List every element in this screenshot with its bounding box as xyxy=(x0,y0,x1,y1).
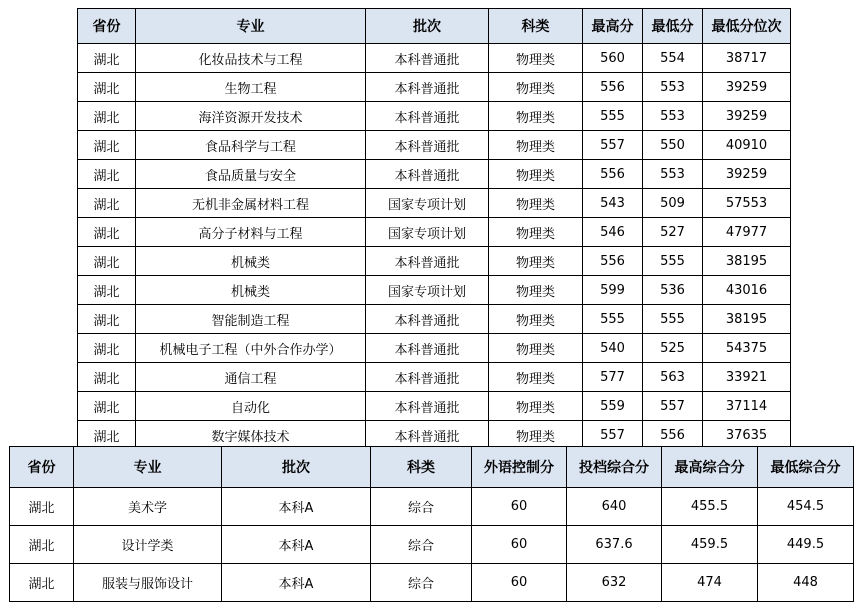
table-cell: 湖北 xyxy=(10,526,74,564)
table-cell: 本科普通批 xyxy=(366,247,489,276)
table-cell: 553 xyxy=(643,160,703,189)
table-cell: 湖北 xyxy=(10,564,74,602)
table-cell: 物理类 xyxy=(489,334,583,363)
column-header: 最高分 xyxy=(583,9,643,44)
table-cell: 555 xyxy=(583,102,643,131)
table-cell: 本科A xyxy=(222,488,371,526)
table-cell: 物理类 xyxy=(489,276,583,305)
table-cell: 553 xyxy=(643,102,703,131)
table-cell: 本科普通批 xyxy=(366,305,489,334)
table-cell: 本科普通批 xyxy=(366,392,489,421)
table-cell: 本科普通批 xyxy=(366,102,489,131)
table-cell: 数字媒体技术 xyxy=(136,421,366,450)
table-cell: 555 xyxy=(643,247,703,276)
table-cell: 60 xyxy=(472,488,567,526)
table-cell: 543 xyxy=(583,189,643,218)
table-cell: 47977 xyxy=(703,218,791,247)
table-cell: 服装与服饰设计 xyxy=(74,564,222,602)
table-row xyxy=(78,160,791,189)
table-cell: 454.5 xyxy=(758,488,854,526)
table-cell: 机械类 xyxy=(136,247,366,276)
table-cell: 湖北 xyxy=(78,363,136,392)
table-cell: 553 xyxy=(643,73,703,102)
table-cell: 509 xyxy=(643,189,703,218)
table-cell: 海洋资源开发技术 xyxy=(136,102,366,131)
table-cell: 60 xyxy=(472,564,567,602)
table-cell: 557 xyxy=(643,392,703,421)
table-cell: 物理类 xyxy=(489,247,583,276)
table-cell: 本科普通批 xyxy=(366,131,489,160)
table-cell: 高分子材料与工程 xyxy=(136,218,366,247)
table-cell: 546 xyxy=(583,218,643,247)
column-header: 专业 xyxy=(136,9,366,44)
table-cell: 540 xyxy=(583,334,643,363)
table-cell: 38717 xyxy=(703,44,791,73)
table-cell: 综合 xyxy=(371,488,472,526)
table-cell: 57553 xyxy=(703,189,791,218)
table-row xyxy=(78,218,791,247)
table-row xyxy=(78,334,791,363)
table-cell: 557 xyxy=(583,421,643,450)
table-cell: 本科A xyxy=(222,526,371,564)
table-cell: 60 xyxy=(472,526,567,564)
table-cell: 本科A xyxy=(222,564,371,602)
table-row xyxy=(10,526,854,564)
table-cell: 物理类 xyxy=(489,363,583,392)
table-cell: 640 xyxy=(567,488,662,526)
table-cell: 自动化 xyxy=(136,392,366,421)
table-cell: 559 xyxy=(583,392,643,421)
table-cell: 食品科学与工程 xyxy=(136,131,366,160)
table-cell: 本科普通批 xyxy=(366,73,489,102)
table-cell: 设计学类 xyxy=(74,526,222,564)
table-cell: 557 xyxy=(583,131,643,160)
column-header: 投档综合分 xyxy=(567,447,662,488)
table-cell: 555 xyxy=(583,305,643,334)
table-cell: 449.5 xyxy=(758,526,854,564)
table-header-row xyxy=(10,447,854,488)
table-row xyxy=(78,276,791,305)
table-cell: 38195 xyxy=(703,247,791,276)
table-cell: 湖北 xyxy=(78,334,136,363)
table-cell: 459.5 xyxy=(662,526,758,564)
table-cell: 550 xyxy=(643,131,703,160)
table-cell: 食品质量与安全 xyxy=(136,160,366,189)
table-cell: 632 xyxy=(567,564,662,602)
table-cell: 物理类 xyxy=(489,102,583,131)
table-cell: 物理类 xyxy=(489,131,583,160)
column-header: 科类 xyxy=(371,447,472,488)
table-row xyxy=(78,44,791,73)
table-cell: 448 xyxy=(758,564,854,602)
table-cell: 湖北 xyxy=(78,392,136,421)
column-header: 批次 xyxy=(222,447,371,488)
table-cell: 无机非金属材料工程 xyxy=(136,189,366,218)
table-row xyxy=(78,102,791,131)
table-cell: 湖北 xyxy=(78,247,136,276)
table-cell: 本科普通批 xyxy=(366,44,489,73)
column-header: 最低分 xyxy=(643,9,703,44)
table-cell: 智能制造工程 xyxy=(136,305,366,334)
table-cell: 湖北 xyxy=(78,218,136,247)
table-cell: 33921 xyxy=(703,363,791,392)
table-cell: 556 xyxy=(583,73,643,102)
table-cell: 39259 xyxy=(703,102,791,131)
column-header: 专业 xyxy=(74,447,222,488)
table-cell: 39259 xyxy=(703,73,791,102)
table-row xyxy=(78,392,791,421)
table-cell: 556 xyxy=(643,421,703,450)
table-header-row xyxy=(78,9,791,44)
table-cell: 湖北 xyxy=(78,189,136,218)
table-cell: 物理类 xyxy=(489,189,583,218)
table-cell: 生物工程 xyxy=(136,73,366,102)
table-cell: 554 xyxy=(643,44,703,73)
column-header: 省份 xyxy=(78,9,136,44)
table-cell: 化妆品技术与工程 xyxy=(136,44,366,73)
column-header: 外语控制分 xyxy=(472,447,567,488)
table-cell: 54375 xyxy=(703,334,791,363)
table-cell: 39259 xyxy=(703,160,791,189)
column-header: 批次 xyxy=(366,9,489,44)
table-cell: 本科普通批 xyxy=(366,160,489,189)
table-cell: 455.5 xyxy=(662,488,758,526)
table-row xyxy=(78,247,791,276)
table-cell: 湖北 xyxy=(10,488,74,526)
table-cell: 国家专项计划 xyxy=(366,218,489,247)
table-cell: 40910 xyxy=(703,131,791,160)
table-cell: 637.6 xyxy=(567,526,662,564)
table-cell: 机械电子工程（中外合作办学） xyxy=(136,334,366,363)
table-row xyxy=(10,564,854,602)
table-row xyxy=(78,305,791,334)
table-cell: 湖北 xyxy=(78,102,136,131)
table-cell: 物理类 xyxy=(489,44,583,73)
table-cell: 通信工程 xyxy=(136,363,366,392)
table-cell: 湖北 xyxy=(78,73,136,102)
table-cell: 综合 xyxy=(371,526,472,564)
table-cell: 湖北 xyxy=(78,131,136,160)
table-cell: 37114 xyxy=(703,392,791,421)
table-row xyxy=(78,363,791,392)
table-cell: 563 xyxy=(643,363,703,392)
table-cell: 国家专项计划 xyxy=(366,276,489,305)
table-cell: 560 xyxy=(583,44,643,73)
table-cell: 555 xyxy=(643,305,703,334)
table-cell: 美术学 xyxy=(74,488,222,526)
table-cell: 556 xyxy=(583,247,643,276)
table-cell: 物理类 xyxy=(489,305,583,334)
table-cell: 本科普通批 xyxy=(366,363,489,392)
table-cell: 556 xyxy=(583,160,643,189)
column-header: 最高综合分 xyxy=(662,447,758,488)
table-cell: 527 xyxy=(643,218,703,247)
table-cell: 湖北 xyxy=(78,421,136,450)
table-cell: 湖北 xyxy=(78,44,136,73)
table-row xyxy=(78,73,791,102)
column-header: 省份 xyxy=(10,447,74,488)
table-cell: 474 xyxy=(662,564,758,602)
column-header: 最低分位次 xyxy=(703,9,791,44)
table-cell: 本科普通批 xyxy=(366,421,489,450)
table-cell: 599 xyxy=(583,276,643,305)
table-cell: 物理类 xyxy=(489,218,583,247)
admission-scores-table-physics xyxy=(77,8,791,450)
table-cell: 物理类 xyxy=(489,392,583,421)
table-cell: 物理类 xyxy=(489,421,583,450)
table-cell: 湖北 xyxy=(78,160,136,189)
table-cell: 37635 xyxy=(703,421,791,450)
table-cell: 38195 xyxy=(703,305,791,334)
table-row xyxy=(78,131,791,160)
table-cell: 577 xyxy=(583,363,643,392)
table-cell: 湖北 xyxy=(78,276,136,305)
table-cell: 综合 xyxy=(371,564,472,602)
table-cell: 国家专项计划 xyxy=(366,189,489,218)
column-header: 科类 xyxy=(489,9,583,44)
table-cell: 43016 xyxy=(703,276,791,305)
table-cell: 湖北 xyxy=(78,305,136,334)
admission-scores-table-art xyxy=(9,446,854,602)
table-cell: 525 xyxy=(643,334,703,363)
table-cell: 物理类 xyxy=(489,73,583,102)
table-row xyxy=(10,488,854,526)
table-cell: 物理类 xyxy=(489,160,583,189)
table-cell: 机械类 xyxy=(136,276,366,305)
table-cell: 536 xyxy=(643,276,703,305)
column-header: 最低综合分 xyxy=(758,447,854,488)
table-row xyxy=(78,189,791,218)
table-cell: 本科普通批 xyxy=(366,334,489,363)
